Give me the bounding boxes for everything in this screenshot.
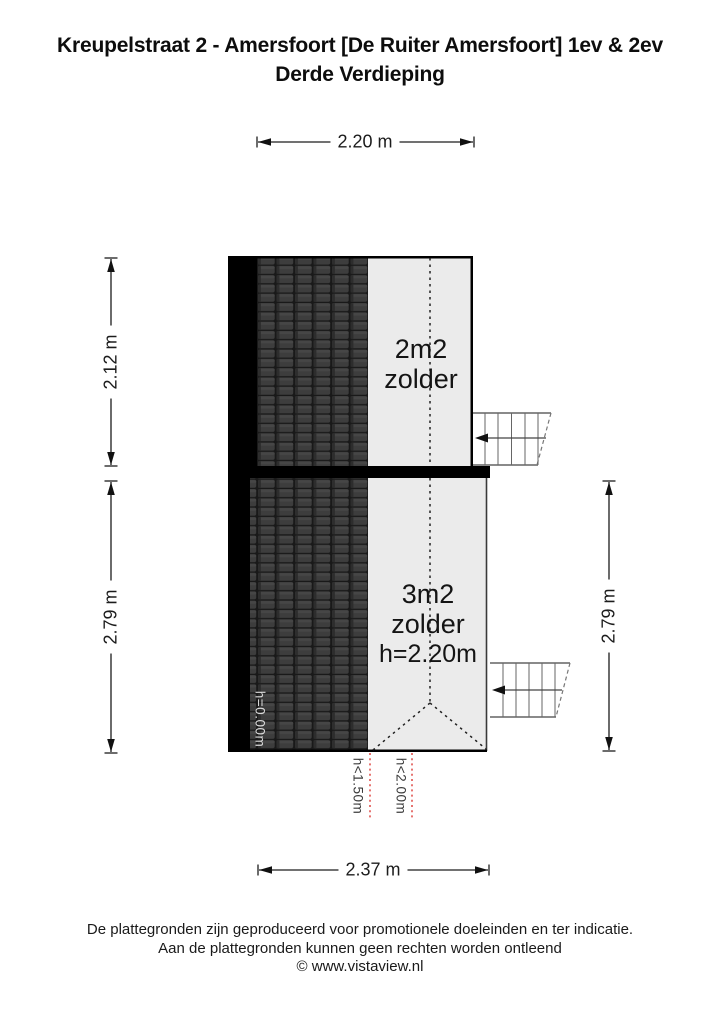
dimension-right-label: 2.79 m <box>599 579 620 652</box>
footer-line-2: Aan de plattegronden kunnen geen rechten worden ontleend <box>158 939 562 957</box>
plan-structure <box>228 256 490 752</box>
room-label-lower-attic <box>379 579 477 669</box>
headroom-note-200: h<2.00m <box>393 757 409 815</box>
room-upper-area: 2m2 <box>394 334 448 364</box>
title-floor: Derde Verdieping <box>275 63 445 86</box>
middle-separator-wall <box>228 466 490 478</box>
headroom-note-150: h<1.50m <box>350 757 366 815</box>
footer-copyright: © www.vistaview.nl <box>296 958 424 975</box>
lower-roof-hatch <box>250 478 368 752</box>
lower-left-wall <box>228 478 250 752</box>
upper-roof-hatch <box>257 256 368 467</box>
room-lower-area: 3m2 <box>401 579 455 609</box>
room-lower-ceiling-height: h=2.20m <box>379 640 477 668</box>
lower-bottom-border <box>228 750 487 753</box>
dimension-left-upper-label: 2.12 m <box>101 325 122 398</box>
staircase-upper <box>473 413 551 465</box>
upper-top-border <box>228 256 473 259</box>
upper-left-wall <box>228 256 257 467</box>
title-address: Kreupelstraat 2 - Amersfoort [De Ruiter Amersfoort] 1ev & 2ev <box>57 34 663 57</box>
dimension-left-lower-label: 2.79 m <box>101 580 122 653</box>
floor-level-note: h=0.00m <box>252 690 268 748</box>
footer-line-1: De plattegronden zijn geproduceerd voor promotionele doeleinden en ter indicatie. <box>86 921 634 938</box>
upper-right-border <box>471 256 474 467</box>
staircase-lower <box>490 663 570 717</box>
dimension-top-label: 2.20 m <box>330 132 399 153</box>
room-label-upper-attic <box>384 334 458 394</box>
dimension-bottom-label: 2.37 m <box>338 860 407 881</box>
room-lower-name: zolder <box>391 609 465 639</box>
footer-disclaimer <box>0 921 720 977</box>
room-upper-name: zolder <box>384 364 458 394</box>
